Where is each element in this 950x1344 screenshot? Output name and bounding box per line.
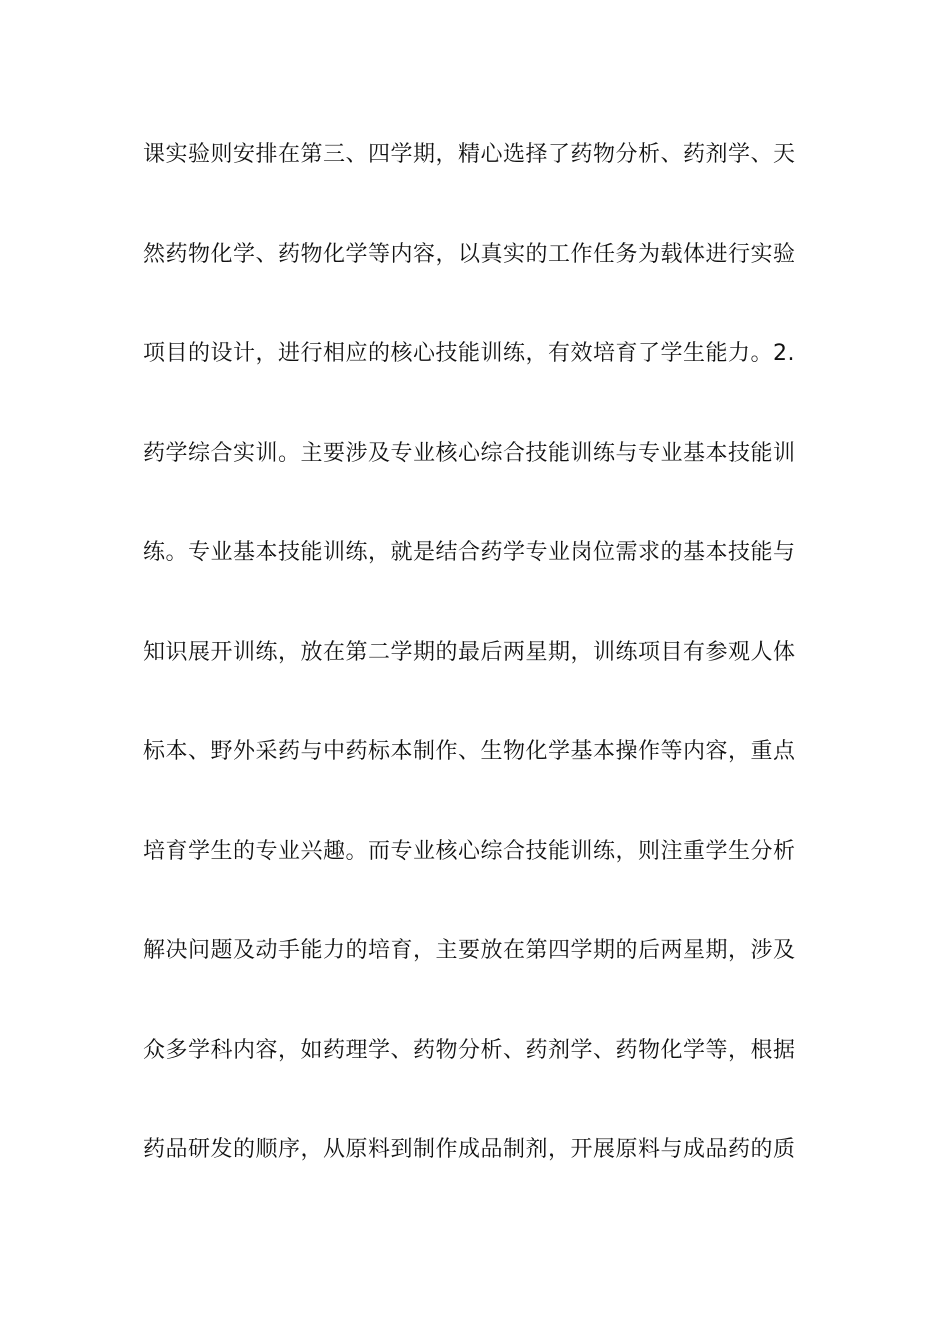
text-line: 课实验则安排在第三、四学期，精心选择了药物分析、药剂学、天 [143,142,796,167]
text-line: 药学综合实训。主要涉及专业核心综合技能训练与专业基本技能训 [143,440,796,466]
text-line: 项目的设计，进行相应的核心技能训练，有效培育了学生能力。2. [143,341,795,366]
text-line: 培育学生的专业兴趣。而专业核心综合技能训练，则注重学生分析 [143,838,796,864]
body-text [143,130,807,1225]
text-line: 药品研发的顺序，从原料到制作成品制剂，开展原料与成品药的质 [143,1137,796,1162]
text-line: 解决问题及动手能力的培育，主要放在第四学期的后两星期，涉及 [143,938,796,963]
text-line: 然药物化学、药物化学等内容，以真实的工作任务为载体进行实验 [143,241,796,267]
text-line: 练。专业基本技能训练，就是结合药学专业岗位需求的基本技能与 [143,540,796,565]
text-line: 知识展开训练，放在第二学期的最后两星期，训练项目有参观人体 [143,639,796,665]
text-line: 标本、野外采药与中药标本制作、生物化学基本操作等内容，重点 [143,739,796,764]
text-line: 众多学科内容，如药理学、药物分析、药剂学、药物化学等，根据 [143,1037,796,1063]
